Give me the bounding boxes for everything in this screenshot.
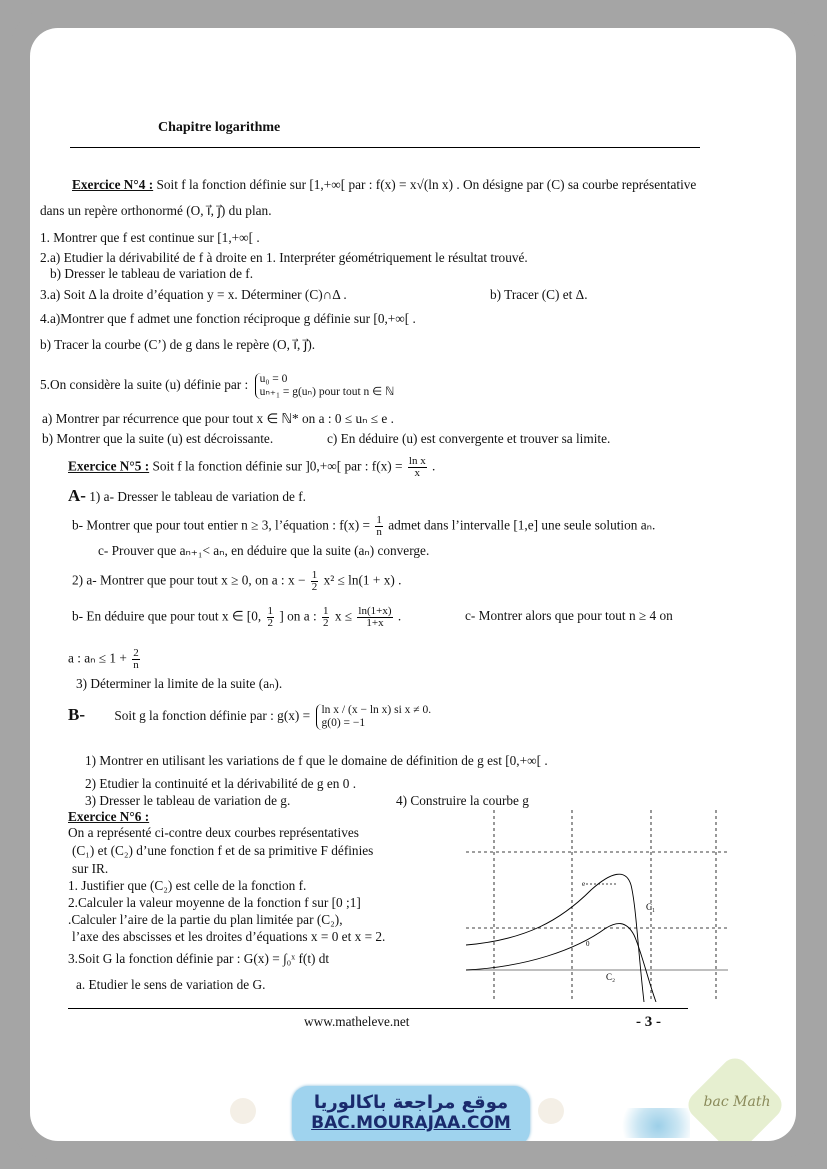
curve-c2 — [466, 924, 656, 1002]
banner-arabic: موقع مراجعة باكالوريا — [313, 1092, 509, 1113]
ex6-l1: On a représenté ci-contre deux courbes représentatives — [68, 825, 359, 840]
ex5-a2b-n3: ln(1+x) — [358, 605, 392, 617]
ex5-a1b-a: b- Montrer que pour tout entier n ≥ 3, l’équation : f(x) = — [72, 517, 371, 533]
label-o: 0 — [586, 940, 590, 948]
ex5-intro: Soit f la fonction définie sur ]0,+∞[ par : f(x) = — [152, 458, 403, 474]
ex4-q4a: 4.a)Montrer que f admet une fonction réciproque g définie sur [0,+∞[ . — [40, 311, 416, 326]
ex5-b-case2: g(0) = −1 — [321, 717, 366, 729]
ex4-title: Exercice N°4 : — [72, 177, 154, 192]
ex5-a2b-frac1 — [267, 606, 275, 629]
bac-math-badge-text: bac Math — [703, 1094, 771, 1110]
ex5-a3: 3) Déterminer la limite de la suite (aₙ). — [76, 676, 283, 691]
ex5-b-case1: ln x / (x − ln x) si x ≠ 0. — [321, 704, 432, 716]
ex5-b2: 2) Etudier la continuité et la dérivabilité de g en 0 . — [85, 776, 357, 791]
ex5-a1b-frac — [375, 515, 383, 538]
ex5-a2b-n2: 1 — [322, 605, 329, 617]
ex5-a2c2-a: a : aₙ ≤ 1 + — [68, 650, 127, 666]
right-logo-icon — [538, 1098, 564, 1124]
ex5-a2c: c- Montrer alors que pour tout n ≥ 4 on — [465, 608, 673, 623]
ex6-l4: 1. Justifier que (C₂) est celle de la fonction f. — [68, 878, 307, 893]
label-c2: C₂ — [606, 972, 616, 982]
ex5-a2b-c: x ≤ — [334, 608, 353, 624]
ex5-b1: 1) Montrer en utilisant les variations de f que le domaine de définition de g est [0,+∞[ . — [85, 753, 548, 768]
ex4-q5-recur: uₙ₊₁ = g(uₙ) pour tout n ∈ ℕ — [259, 386, 395, 398]
ex5-partB-label: B- — [68, 705, 85, 725]
ex5-a2b-frac2 — [322, 606, 330, 629]
ex4-line1 — [72, 177, 696, 193]
ex5-a2b-d3: 1+x — [366, 617, 384, 629]
ex5-a2a-den: 2 — [311, 581, 318, 593]
ex5-line1: Exercice N°5 : Soit f la fonction définie sur ]0,+∞[ par : f(x) = $\frac{\text{ln x}}{x}$ . — [68, 455, 436, 479]
ex5-a2b-b: ] on a : — [279, 608, 317, 624]
curve-c1 — [466, 874, 644, 1002]
ex5-a2a — [72, 570, 401, 593]
ex5-frac-num: ln x — [408, 455, 426, 467]
document-page — [30, 28, 796, 1141]
ex4-intro: Soit f la fonction définie sur [1,+∞[ par : f(x) = x√(ln x) . On désigne par (C) sa courbe représentative — [156, 177, 697, 192]
ex4-q2a: 2.a) Etudier la dérivabilité de f à droite en 1. Interpréter géométriquement le résultat trouvé. — [40, 250, 528, 265]
ex5-b-intro: Soit g la fonction définie par : g(x) = — [114, 708, 311, 724]
ex5-a2a-num: 1 — [311, 569, 318, 581]
ex6-l6: .Calculer l’aire de la partie du plan limitée par (C₂), — [68, 912, 343, 927]
ex4-q5-system — [255, 373, 395, 399]
splash-decoration — [610, 1108, 690, 1138]
ex6-l3: sur IR. — [72, 861, 109, 876]
ex6-graph — [466, 810, 728, 1002]
ex5-a1 — [68, 488, 306, 505]
chapter-title: Chapitre logarithme — [158, 120, 281, 135]
ex6-title: Exercice N°6 : — [68, 809, 150, 824]
ex4-q3a: 3.a) Soit Δ la droite d’équation y = x. Déterminer (C)∩Δ . — [40, 287, 347, 302]
ex4-q5b: b) Montrer que la suite (u) est décroissante. — [42, 431, 274, 446]
ex4-q5-text: 5.On considère la suite (u) définie par : — [40, 377, 249, 393]
ex6-l7: l’axe des abscisses et les droites d’équations x = 0 et x = 2. — [72, 929, 386, 944]
ex5-a2a-frac — [311, 570, 319, 593]
ex5-a1b-den: n — [376, 526, 382, 538]
ex5-fraction — [408, 456, 427, 479]
ex6-l2: (C₁) et (C₂) d’une fonction f et de sa primitive F définies — [72, 843, 374, 858]
ex5-b-system — [316, 704, 431, 730]
ex5-a2b-a: b- En déduire que pour tout x ∈ [0, — [72, 608, 262, 624]
ex6-l5: 2.Calculer la valeur moyenne de la fonction f sur [0 ;1] — [68, 895, 361, 910]
ex6-l9: a. Etudier le sens de variation de G. — [76, 977, 266, 992]
left-logo-icon — [230, 1098, 256, 1124]
ex5-a1b-b: admet dans l’intervalle [1,e] une seule solution aₙ. — [388, 517, 656, 533]
ex5-b3: 3) Dresser le tableau de variation de g. — [85, 793, 291, 808]
ex5-a1-text: 1) a- Dresser le tableau de variation de f. — [89, 489, 306, 504]
bac-mourajaa-banner[interactable] — [292, 1086, 530, 1141]
ex5-a2b: b- En déduire que pour tout x ∈ [0, $\frac{1}{2}$ ] on a : $\frac{1}{2}$ x ≤ $\frac{\ln(1+x)}{1+x}$ . — [72, 605, 402, 629]
ex5-a2b-n1: 1 — [267, 605, 274, 617]
ex5-a2b-frac3 — [357, 606, 392, 629]
ex5-a2a-a: 2) a- Montrer que pour tout x ≥ 0, on a : x − — [72, 572, 306, 588]
ex5-a2b-d1: 2 — [267, 617, 274, 629]
banner-domain[interactable]: BAC.MOURAJAA.COM — [311, 1113, 511, 1133]
ex5-a2c2-num: 2 — [133, 647, 139, 659]
ex5-a2b-d2: 2 — [322, 617, 329, 629]
ex5-partB — [68, 704, 431, 730]
ex5-frac-den: x — [414, 467, 421, 479]
label-c1: C₁ — [646, 902, 656, 912]
ex5-a2a-b: x² ≤ ln(1 + x) . — [323, 572, 402, 588]
page-number: - 3 - — [636, 1014, 661, 1030]
ex4-line2: dans un repère orthonormé (O, i⃗, j⃗) du plan. — [40, 203, 272, 218]
ex4-q1: 1. Montrer que f est continue sur [1,+∞[ . — [40, 230, 260, 245]
ex5-a1c: c- Prouver que aₙ₊₁< aₙ, en déduire que la suite (aₙ) converge. — [98, 543, 430, 558]
footer-rule — [68, 1008, 688, 1009]
ex5-partA: A- — [68, 486, 86, 505]
ex5-a2c2-frac — [132, 648, 140, 671]
ex5-b4: 4) Construire la courbe g — [396, 793, 529, 808]
ex4-q5c: c) En déduire (u) est convergente et trouver sa limite. — [327, 431, 611, 446]
ex5-a1b-num: 1 — [376, 514, 382, 526]
ex4-q5a: a) Montrer par récurrence que pour tout x ∈ ℕ* on a : 0 ≤ uₙ ≤ e . — [42, 411, 394, 426]
ex4-q2b: b) Dresser le tableau de variation de f. — [50, 266, 254, 281]
ex4-q4b: b) Tracer la courbe (C’) de g dans le repère (O, i⃗, j⃗). — [40, 337, 316, 352]
ex5-title: Exercice N°5 : — [68, 458, 150, 474]
ex4-q5 — [40, 373, 394, 399]
ex5-a2c-cont — [68, 648, 142, 671]
ex4-q5-init: u₀ = 0 — [259, 373, 288, 385]
label-e: e — [582, 880, 586, 888]
ex5-a2c2-den: n — [133, 659, 139, 671]
header-rule — [70, 147, 700, 148]
footer-site[interactable]: www.matheleve.net — [304, 1014, 410, 1029]
ex6-l8: 3.Soit G la fonction définie par : G(x) = ∫₀ˣ f(t) dt — [68, 951, 330, 966]
ex4-q3b: b) Tracer (C) et Δ. — [490, 287, 588, 302]
ex5-a1b — [72, 515, 655, 538]
